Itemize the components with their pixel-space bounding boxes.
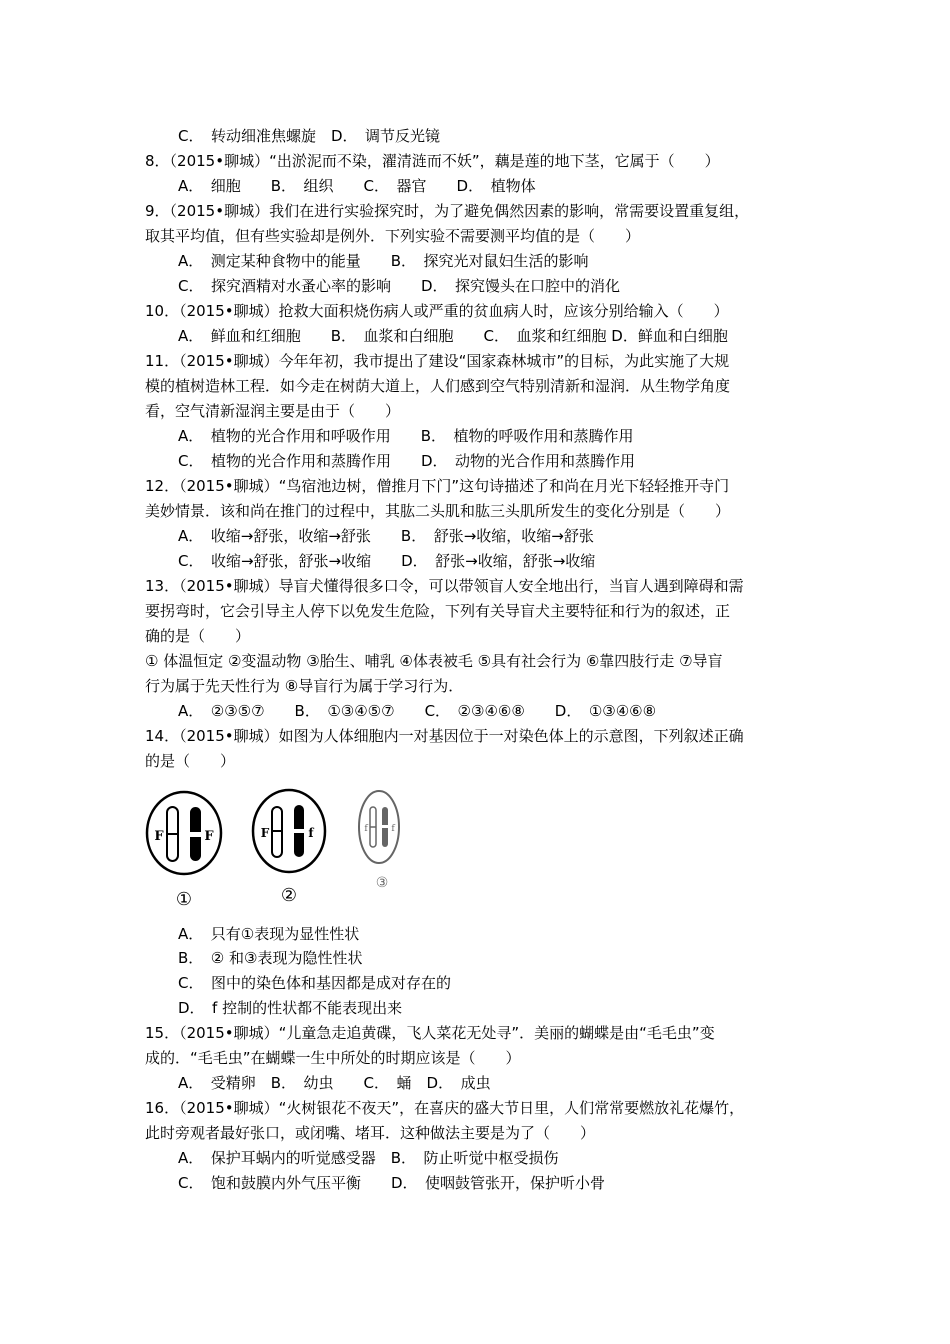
- cell-number: ①: [175, 889, 193, 910]
- q8-options: A． 细胞 B． 组织 C． 器官 D． 植物体: [178, 177, 536, 195]
- q9-options-cd: C． 探究酒精对水蚤心率的影响 D． 探究馒头在口腔中的消化: [178, 277, 621, 295]
- q11-stem-1: 11．（2015•聊城）今年年初，我市提出了建设“国家森林城市”的目标，为此实施了大规: [145, 352, 730, 370]
- q14-stem-1: 14．（2015•聊城）如图为人体细胞内一对基因位于一对染色体上的示意图，下列叙述正确: [145, 727, 744, 745]
- q15-stem-1: 15．（2015•聊城）“儿童急走追黄碟，飞人菜花无处寻”．美丽的蝴蝶是由“毛毛虫”变: [145, 1024, 715, 1042]
- cell-number: ③: [375, 875, 389, 891]
- q10-stem: 10．（2015•聊城）抢救大面积烧伤病人或严重的贫血病人时，应该分别给输入（ ）: [145, 302, 729, 320]
- cell-1: [147, 792, 221, 910]
- cell-number: ②: [280, 885, 298, 906]
- q7-options-cd: C． 转动细准焦螺旋 D． 调节反光镜: [178, 127, 441, 145]
- q13-items-1: ① 体温恒定 ②变温动物 ③胎生、哺乳 ④体表被毛 ⑤具有社会行为 ⑥靠四肢行走 ⑦导盲: [145, 652, 723, 670]
- q13-stem-2: 要拐弯时，它会引导主人停下以免发生危险，下列有关导盲犬主要特征和行为的叙述，正: [145, 602, 731, 620]
- q9-options-ab: A． 测定某种食物中的能量 B． 探究光对鼠妇生活的影响: [178, 252, 589, 270]
- q14-stem-2: 的是（ ）: [145, 752, 236, 770]
- q15-options: A． 受精卵 B． 幼虫 C． 蛹 D． 成虫: [178, 1074, 491, 1092]
- q13-items-2: 行为属于先天性行为 ⑧导盲行为属于学习行为．: [145, 677, 464, 695]
- q12-stem-1: 12．（2015•聊城）“鸟宿池边树，僧推月下门”这句诗描述了和尚在月光下轻轻推开寺门: [145, 477, 730, 495]
- q14-option-a: A． 只有①表现为显性性状: [178, 925, 360, 943]
- q14-option-d: D． f 控制的性状都不能表现出来: [178, 999, 403, 1017]
- q16-options-ab: A． 保护耳蜗内的听觉感受器 B． 防止听觉中枢受损伤: [178, 1149, 559, 1167]
- q9-stem-2: 取其平均值，但有些实验却是例外．下列实验不需要测平均值的是（ ）: [145, 227, 641, 245]
- q11-options-cd: C． 植物的光合作用和蒸腾作用 D． 动物的光合作用和蒸腾作用: [178, 452, 636, 470]
- q9-stem-1: 9．（2015•聊城）我们在进行实验探究时，为了避免偶然因素的影响，常需要设置重复组，: [145, 202, 750, 220]
- gene-label: F: [204, 829, 214, 844]
- gene-label: f: [391, 824, 395, 834]
- q11-stem-3: 看，空气清新湿润主要是由于（ ）: [145, 402, 401, 420]
- q13-options: A． ②③⑤⑦ B． ①③④⑤⑦ C． ②③④⑥⑧ D． ①③④⑥⑧: [178, 702, 657, 720]
- q12-stem-2: 美妙情景．该和尚在推门的过程中，其肱二头肌和肱三头肌所发生的变化分别是（ ）: [145, 502, 731, 520]
- q16-stem-2: 此时旁观者最好张口，或闭嘴、堵耳．这种做法主要是为了（ ）: [145, 1124, 596, 1142]
- q11-stem-2: 模的植树造林工程．如今走在树荫大道上，人们感到空气特别清新和湿润．从生物学角度: [145, 377, 731, 395]
- gene-label: f: [308, 826, 314, 840]
- q14-option-c: C． 图中的染色体和基因都是成对存在的: [178, 974, 451, 992]
- chromosome-figure: [142, 783, 402, 913]
- q12-options-ab: A． 收缩→舒张，收缩→舒张 B． 舒张→收缩，收缩→舒张: [178, 527, 594, 545]
- q8-stem: 8．（2015•聊城）“出淤泥而不染，濯清涟而不妖”，藕是莲的地下茎，它属于（ ）: [145, 152, 720, 170]
- q16-options-cd: C． 饱和鼓膜内外气压平衡 D． 使咽鼓管张开，保护听小骨: [178, 1174, 606, 1192]
- gene-label: F: [260, 826, 270, 840]
- q11-options-ab: A． 植物的光合作用和呼吸作用 B． 植物的呼吸作用和蒸腾作用: [178, 427, 634, 445]
- gene-label: f: [364, 824, 368, 834]
- q10-options: A． 鲜血和红细胞 B． 血浆和白细胞 C． 血浆和红细胞 D．鲜血和白细胞: [178, 327, 728, 345]
- cell-2: [253, 790, 325, 906]
- q14-option-b: B． ② 和③表现为隐性性状: [178, 949, 363, 967]
- cell-3: [359, 791, 399, 891]
- q12-options-cd: C． 收缩→舒张，舒张→收缩 D． 舒张→收缩，舒张→收缩: [178, 552, 596, 570]
- q13-stem-1: 13．（2015•聊城）导盲犬懂得很多口令，可以带领盲人安全地出行，当盲人遇到障碍和需: [145, 577, 744, 595]
- gene-label: F: [154, 829, 164, 844]
- q15-stem-2: 成的．“毛毛虫”在蝴蝶一生中所处的时期应该是（ ）: [145, 1049, 521, 1067]
- q16-stem-1: 16．（2015•聊城）“火树银花不夜天”，在喜庆的盛大节日里，人们常常要燃放礼花爆竹，: [145, 1099, 745, 1117]
- q13-stem-3: 确的是（ ）: [145, 627, 251, 645]
